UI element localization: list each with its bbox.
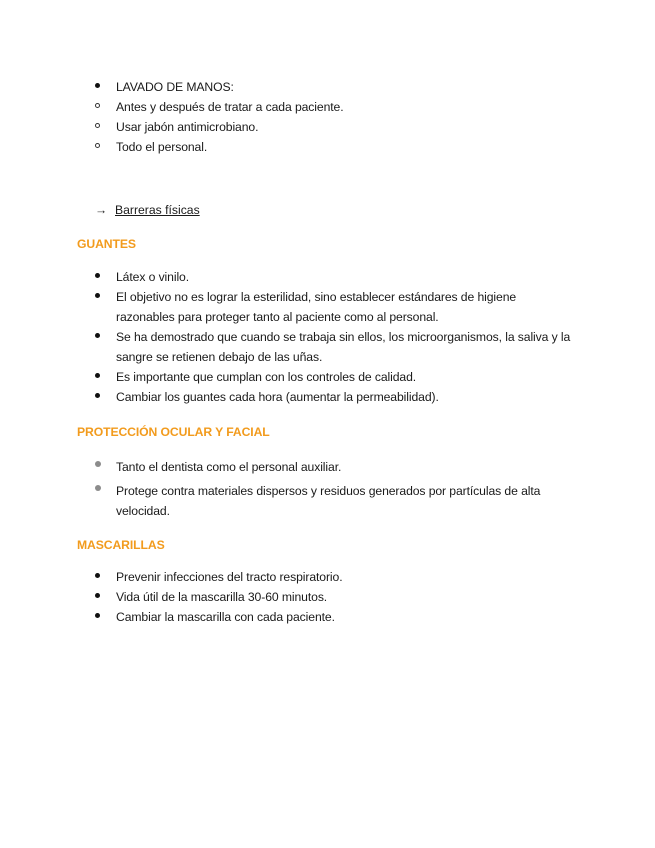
list-item xyxy=(0,367,655,387)
barriers-link[interactable]: Barreras físicas xyxy=(115,203,200,217)
gloves-item: El objetivo no es lograr la esterilidad, sino establecer estándares de higiene razonables para proteger tanto al paciente como al personal. xyxy=(116,290,517,324)
eye-face-heading: PROTECCIÓN OCULAR Y FACIAL xyxy=(77,425,270,439)
right-arrow-icon: → xyxy=(95,203,108,217)
gloves-item: Cambiar los guantes cada hora (aumentar la permeabilidad). xyxy=(116,390,439,404)
list-item xyxy=(0,117,655,137)
gray-bullet-icon xyxy=(95,457,107,477)
masks-heading: MASCARILLAS xyxy=(77,538,165,552)
barriers-line xyxy=(95,200,200,220)
handwashing-item: Todo el personal. xyxy=(116,140,208,154)
gloves-item: Látex o vinilo. xyxy=(116,270,190,284)
bullet-icon xyxy=(95,327,107,347)
bullet-icon xyxy=(95,587,107,607)
list-item xyxy=(0,387,655,407)
gray-bullet-icon xyxy=(95,481,107,501)
gloves-item: Es importante que cumplan con los controles de calidad. xyxy=(116,370,417,384)
list-item xyxy=(0,567,655,587)
bullet-icon xyxy=(95,77,107,97)
list-item xyxy=(0,481,655,521)
handwashing-item: Antes y después de tratar a cada paciente. xyxy=(116,100,344,114)
list-item xyxy=(0,607,655,627)
handwashing-title: LAVADO DE MANOS: xyxy=(116,80,234,94)
masks-item: Prevenir infecciones del tracto respiratorio. xyxy=(116,570,343,584)
list-item xyxy=(0,457,655,477)
list-item xyxy=(0,287,655,327)
handwashing-title-item xyxy=(0,77,655,97)
list-item xyxy=(0,327,655,367)
masks-list xyxy=(0,567,655,627)
gloves-section xyxy=(0,267,655,407)
list-item xyxy=(0,267,655,287)
eye-face-item: Protege contra materiales dispersos y residuos generados por partículas de alta velocidad. xyxy=(116,484,541,518)
list-item xyxy=(0,137,655,157)
handwashing-list xyxy=(0,77,655,157)
gloves-item: Se ha demostrado que cuando se trabaja sin ellos, los microorganismos, la saliva y la sangre se retienen debajo de las uñas. xyxy=(116,330,571,364)
eye-face-list xyxy=(0,457,655,521)
masks-section xyxy=(0,567,655,627)
list-item xyxy=(0,97,655,117)
eye-face-section xyxy=(0,457,655,525)
masks-item: Cambiar la mascarilla con cada paciente. xyxy=(116,610,335,624)
gloves-list xyxy=(0,267,655,407)
hollow-bullet-icon xyxy=(95,117,107,137)
bullet-icon xyxy=(95,607,107,627)
masks-item: Vida útil de la mascarilla 30-60 minutos. xyxy=(116,590,328,604)
handwashing-item: Usar jabón antimicrobiano. xyxy=(116,120,259,134)
eye-face-item: Tanto el dentista como el personal auxiliar. xyxy=(116,460,342,474)
gloves-heading: GUANTES xyxy=(77,237,136,251)
bullet-icon xyxy=(95,387,107,407)
hollow-bullet-icon xyxy=(95,137,107,157)
bullet-icon xyxy=(95,287,107,307)
handwashing-section xyxy=(0,77,655,157)
bullet-icon xyxy=(95,567,107,587)
hollow-bullet-icon xyxy=(95,97,107,117)
bullet-icon xyxy=(95,267,107,287)
list-item xyxy=(0,587,655,607)
bullet-icon xyxy=(95,367,107,387)
